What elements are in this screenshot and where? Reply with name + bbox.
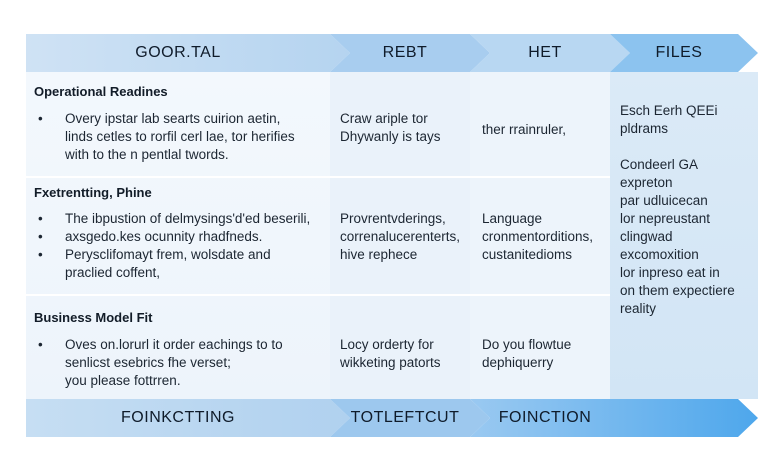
header-label-rebt: REBT [382, 44, 428, 61]
row-divider [26, 176, 610, 178]
list-item [34, 246, 324, 282]
bullet-icon: • [38, 111, 43, 126]
cell-rebt: Craw ariple tor Dhywanly is tays [340, 111, 441, 144]
list-item-text: Perysclifomayt frem, wolsdate and praclied coffent, [65, 247, 271, 280]
list-item-text: axsgedo.kes ocunnity rhadfneds. [65, 229, 263, 244]
bullet-icon: • [38, 247, 43, 262]
bullet-icon: • [38, 337, 43, 352]
cell-het: Do you flowtue dephiquerry [482, 337, 572, 370]
header-label-het: HET [528, 44, 562, 61]
bullet-list [34, 210, 324, 282]
footer-label-foinction: FOINCTION [498, 409, 592, 426]
cell-het: Language cronmentorditions, custanitedioms [482, 211, 594, 262]
bullet-icon: • [38, 229, 43, 244]
list-item [34, 336, 324, 390]
cell-rebt: Locy orderty for wikketing patorts [340, 337, 441, 370]
files-note: Esch Eerh QEEi pldrams [620, 103, 718, 136]
footer-label-totleftcut: TOTLEFTCUT [350, 409, 460, 426]
cell-het: ther rrainruler, [482, 122, 567, 137]
list-item [34, 110, 324, 164]
header-band [26, 34, 758, 72]
bullet-list [34, 110, 324, 164]
footer-label-foinkctting: FOINKCTTING [121, 409, 235, 426]
list-item [34, 228, 324, 246]
section-title: Business Model Fit [34, 310, 153, 325]
list-item-text: Overy ipstar lab searts cuirion aetin, linds cetles to rorfil cerl lae, tor herifies with to the n pentlal twords. [65, 111, 295, 162]
list-item [34, 210, 324, 228]
row-divider [26, 294, 610, 296]
list-item-text: The ibpustion of delmysings'd'ed beserili, [65, 211, 311, 226]
files-description: Condeerl GA expreton par udluicecan lor nepreustant clingwad excomoxition lor inpreso eat in on them expectiere reality [620, 157, 735, 316]
bullet-list [34, 336, 324, 390]
cell-rebt: Provrentvderings, correnalucerenterts, hive rephece [340, 211, 461, 262]
section-title: Fxetrentting, Phine [34, 185, 152, 200]
header-label-goortal: GOOR.TAL [135, 44, 221, 61]
footer-band [26, 399, 758, 437]
list-item-text: Oves on.lorurl it order eachings to to senlicst esebrics fhe verset; you please fottrren. [65, 337, 283, 388]
header-label-files: FILES [655, 44, 703, 61]
section-title: Operational Readines [34, 84, 168, 99]
bullet-icon: • [38, 211, 43, 226]
